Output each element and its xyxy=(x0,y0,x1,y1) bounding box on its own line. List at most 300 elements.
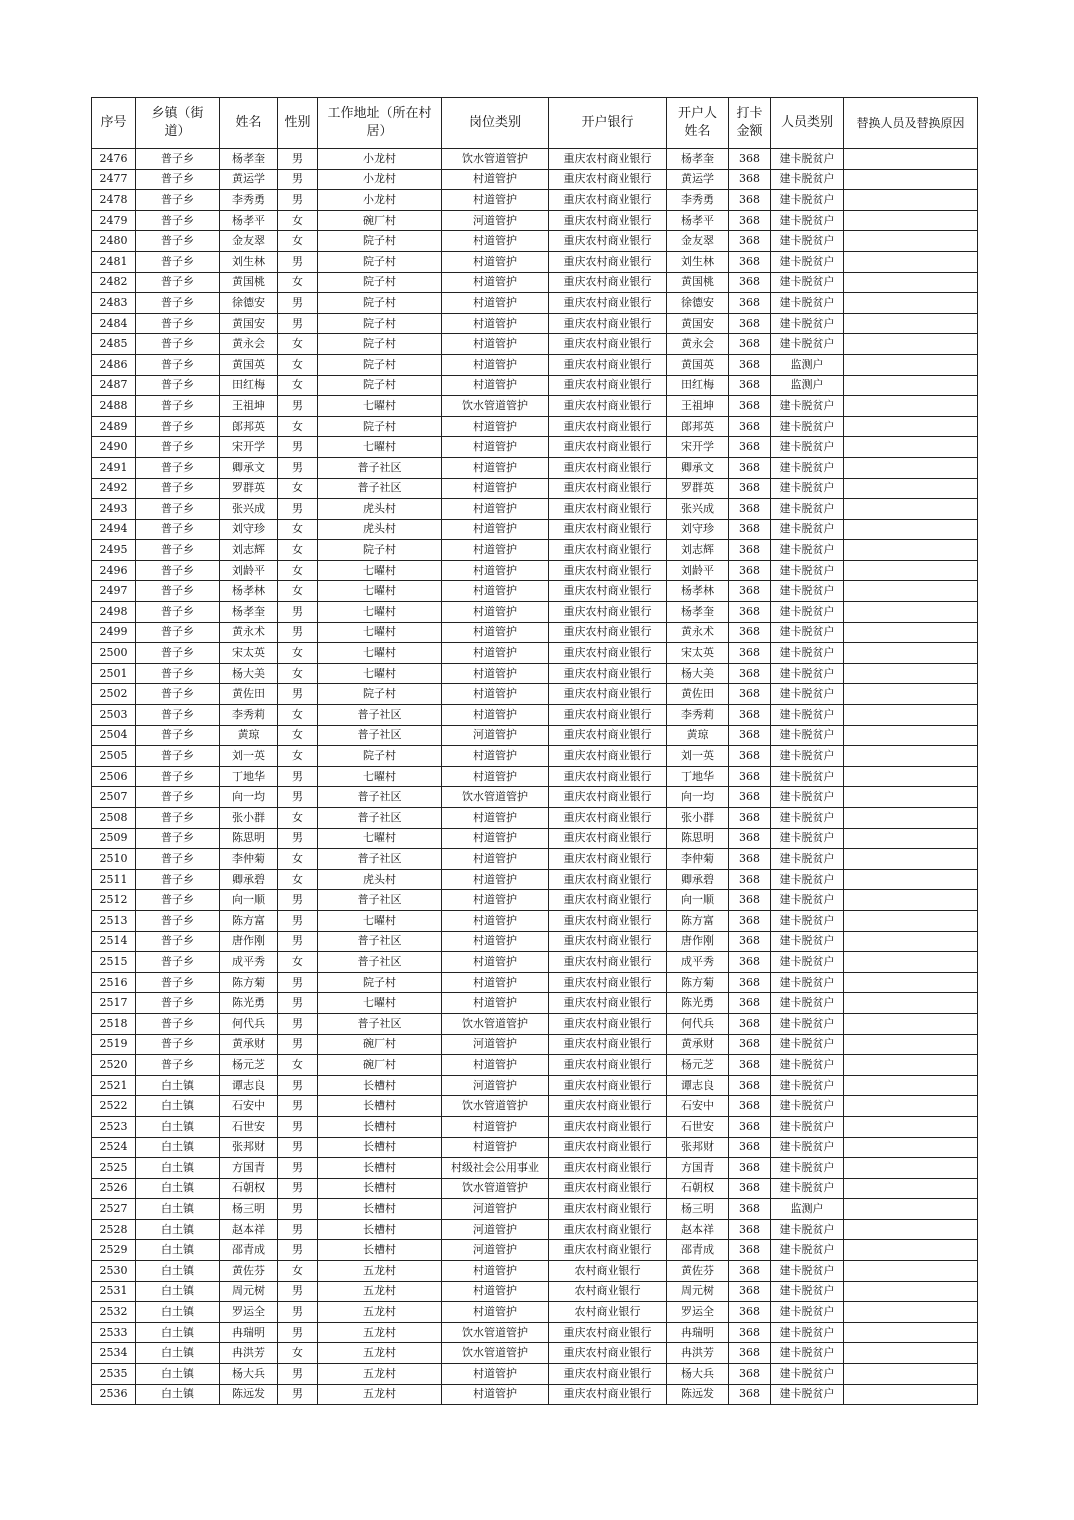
cell-post-type: 饮水管道管护 xyxy=(442,396,549,417)
cell-township: 普子乡 xyxy=(136,1055,220,1076)
cell-account-holder: 张邦财 xyxy=(667,1137,729,1158)
cell-seq: 2494 xyxy=(92,519,136,540)
cell-name: 杨大美 xyxy=(220,663,278,684)
table-row xyxy=(92,787,978,808)
cell-post-type: 村道管护 xyxy=(442,457,549,478)
cell-name: 石世安 xyxy=(220,1116,278,1137)
cell-post-type: 村道管护 xyxy=(442,972,549,993)
cell-person-category: 建卡脱贫户 xyxy=(771,1034,844,1055)
cell-person-category: 建卡脱贫户 xyxy=(771,622,844,643)
cell-gender: 男 xyxy=(278,890,318,911)
cell-amount: 368 xyxy=(729,746,771,767)
cell-replacement-reason xyxy=(844,890,978,911)
cell-replacement-reason xyxy=(844,1322,978,1343)
cell-gender: 男 xyxy=(278,1364,318,1385)
cell-gender: 男 xyxy=(278,293,318,314)
cell-township: 普子乡 xyxy=(136,993,220,1014)
cell-bank: 重庆农村商业银行 xyxy=(549,293,667,314)
cell-seq: 2520 xyxy=(92,1055,136,1076)
cell-post-type: 村道管护 xyxy=(442,293,549,314)
cell-account-holder: 杨孝奎 xyxy=(667,149,729,170)
cell-replacement-reason xyxy=(844,869,978,890)
cell-seq: 2532 xyxy=(92,1302,136,1323)
cell-seq: 2496 xyxy=(92,560,136,581)
cell-replacement-reason xyxy=(844,1219,978,1240)
cell-bank: 重庆农村商业银行 xyxy=(549,1343,667,1364)
cell-bank: 重庆农村商业银行 xyxy=(549,375,667,396)
cell-replacement-reason xyxy=(844,1384,978,1405)
cell-post-type: 村道管护 xyxy=(442,705,549,726)
cell-replacement-reason xyxy=(844,746,978,767)
cell-gender: 男 xyxy=(278,1075,318,1096)
cell-replacement-reason xyxy=(844,725,978,746)
cell-bank: 重庆农村商业银行 xyxy=(549,437,667,458)
cell-gender: 男 xyxy=(278,1281,318,1302)
table-row xyxy=(92,437,978,458)
cell-seq: 2480 xyxy=(92,231,136,252)
cell-amount: 368 xyxy=(729,293,771,314)
cell-work-address: 院子村 xyxy=(318,354,442,375)
cell-bank: 重庆农村商业银行 xyxy=(549,622,667,643)
table-row xyxy=(92,993,978,1014)
cell-name: 宋开学 xyxy=(220,437,278,458)
cell-person-category: 建卡脱贫户 xyxy=(771,1322,844,1343)
cell-gender: 女 xyxy=(278,210,318,231)
cell-account-holder: 周元树 xyxy=(667,1281,729,1302)
cell-account-holder: 黄国英 xyxy=(667,354,729,375)
cell-gender: 男 xyxy=(278,1219,318,1240)
cell-amount: 368 xyxy=(729,1281,771,1302)
cell-name: 刘守珍 xyxy=(220,519,278,540)
cell-account-holder: 杨大兵 xyxy=(667,1364,729,1385)
cell-name: 谭志良 xyxy=(220,1075,278,1096)
cell-post-type: 村道管护 xyxy=(442,540,549,561)
cell-work-address: 五龙村 xyxy=(318,1261,442,1282)
cell-account-holder: 黄佐芬 xyxy=(667,1261,729,1282)
cell-work-address: 院子村 xyxy=(318,251,442,272)
cell-post-type: 村道管护 xyxy=(442,910,549,931)
cell-township: 普子乡 xyxy=(136,437,220,458)
cell-gender: 女 xyxy=(278,869,318,890)
cell-account-holder: 石世安 xyxy=(667,1116,729,1137)
cell-account-holder: 杨三明 xyxy=(667,1199,729,1220)
cell-name: 石安中 xyxy=(220,1096,278,1117)
cell-person-category: 建卡脱贫户 xyxy=(771,1302,844,1323)
cell-bank: 重庆农村商业银行 xyxy=(549,828,667,849)
cell-gender: 男 xyxy=(278,1384,318,1405)
cell-bank: 重庆农村商业银行 xyxy=(549,1034,667,1055)
cell-township: 普子乡 xyxy=(136,725,220,746)
table-row xyxy=(92,149,978,170)
cell-work-address: 普子社区 xyxy=(318,890,442,911)
cell-township: 白土镇 xyxy=(136,1261,220,1282)
table-row xyxy=(92,354,978,375)
cell-gender: 男 xyxy=(278,622,318,643)
personnel-table xyxy=(91,97,978,1405)
cell-name: 徐德安 xyxy=(220,293,278,314)
cell-account-holder: 卿承碧 xyxy=(667,869,729,890)
cell-person-category: 建卡脱贫户 xyxy=(771,1055,844,1076)
cell-work-address: 长槽村 xyxy=(318,1116,442,1137)
cell-person-category: 建卡脱贫户 xyxy=(771,1343,844,1364)
cell-gender: 女 xyxy=(278,231,318,252)
cell-replacement-reason xyxy=(844,828,978,849)
cell-post-type: 村道管护 xyxy=(442,169,549,190)
cell-replacement-reason xyxy=(844,1281,978,1302)
cell-work-address: 小龙村 xyxy=(318,149,442,170)
cell-work-address: 七曜村 xyxy=(318,437,442,458)
cell-gender: 女 xyxy=(278,540,318,561)
cell-bank: 重庆农村商业银行 xyxy=(549,1178,667,1199)
cell-name: 李仲菊 xyxy=(220,849,278,870)
table-row xyxy=(92,560,978,581)
cell-post-type: 村道管护 xyxy=(442,931,549,952)
cell-seq: 2511 xyxy=(92,869,136,890)
cell-township: 普子乡 xyxy=(136,808,220,829)
table-row xyxy=(92,663,978,684)
cell-work-address: 普子社区 xyxy=(318,1013,442,1034)
cell-bank: 重庆农村商业银行 xyxy=(549,210,667,231)
cell-work-address: 普子社区 xyxy=(318,787,442,808)
cell-seq: 2528 xyxy=(92,1219,136,1240)
cell-amount: 368 xyxy=(729,828,771,849)
cell-post-type: 河道管护 xyxy=(442,725,549,746)
cell-bank: 重庆农村商业银行 xyxy=(549,808,667,829)
cell-account-holder: 石朝权 xyxy=(667,1178,729,1199)
cell-township: 普子乡 xyxy=(136,972,220,993)
cell-amount: 368 xyxy=(729,169,771,190)
cell-name: 黄国桃 xyxy=(220,272,278,293)
header-township: 乡镇（街道） xyxy=(136,98,220,149)
cell-name: 刘生林 xyxy=(220,251,278,272)
cell-work-address: 七曜村 xyxy=(318,622,442,643)
cell-account-holder: 黄琼 xyxy=(667,725,729,746)
cell-name: 黄琼 xyxy=(220,725,278,746)
cell-gender: 男 xyxy=(278,1199,318,1220)
cell-seq: 2522 xyxy=(92,1096,136,1117)
cell-seq: 2499 xyxy=(92,622,136,643)
cell-person-category: 建卡脱贫户 xyxy=(771,705,844,726)
cell-replacement-reason xyxy=(844,396,978,417)
cell-person-category: 建卡脱贫户 xyxy=(771,1116,844,1137)
cell-name: 向一均 xyxy=(220,787,278,808)
cell-person-category: 建卡脱贫户 xyxy=(771,828,844,849)
cell-work-address: 五龙村 xyxy=(318,1343,442,1364)
header-seq: 序号 xyxy=(92,98,136,149)
table-row xyxy=(92,622,978,643)
cell-gender: 男 xyxy=(278,149,318,170)
cell-person-category: 建卡脱贫户 xyxy=(771,787,844,808)
cell-replacement-reason xyxy=(844,210,978,231)
cell-gender: 女 xyxy=(278,1261,318,1282)
cell-township: 普子乡 xyxy=(136,952,220,973)
cell-person-category: 建卡脱贫户 xyxy=(771,746,844,767)
cell-account-holder: 何代兵 xyxy=(667,1013,729,1034)
header-name: 姓名 xyxy=(220,98,278,149)
cell-name: 冉瑞明 xyxy=(220,1322,278,1343)
cell-work-address: 小龙村 xyxy=(318,169,442,190)
cell-work-address: 院子村 xyxy=(318,272,442,293)
cell-bank: 重庆农村商业银行 xyxy=(549,766,667,787)
cell-replacement-reason xyxy=(844,560,978,581)
table-row xyxy=(92,1034,978,1055)
cell-name: 邵青成 xyxy=(220,1240,278,1261)
cell-township: 普子乡 xyxy=(136,684,220,705)
table-row xyxy=(92,190,978,211)
cell-name: 周元树 xyxy=(220,1281,278,1302)
cell-post-type: 村道管护 xyxy=(442,1116,549,1137)
cell-township: 白土镇 xyxy=(136,1384,220,1405)
cell-seq: 2481 xyxy=(92,251,136,272)
table-row xyxy=(92,581,978,602)
cell-account-holder: 黄永会 xyxy=(667,334,729,355)
cell-account-holder: 黄国安 xyxy=(667,313,729,334)
cell-name: 王祖坤 xyxy=(220,396,278,417)
cell-person-category: 建卡脱贫户 xyxy=(771,1364,844,1385)
cell-account-holder: 方国青 xyxy=(667,1158,729,1179)
cell-account-holder: 刘守珍 xyxy=(667,519,729,540)
cell-post-type: 河道管护 xyxy=(442,1240,549,1261)
cell-name: 黄国安 xyxy=(220,313,278,334)
cell-work-address: 五龙村 xyxy=(318,1281,442,1302)
cell-account-holder: 张小群 xyxy=(667,808,729,829)
cell-name: 杨孝林 xyxy=(220,581,278,602)
cell-person-category: 建卡脱贫户 xyxy=(771,869,844,890)
cell-amount: 368 xyxy=(729,993,771,1014)
cell-bank: 重庆农村商业银行 xyxy=(549,1116,667,1137)
cell-seq: 2506 xyxy=(92,766,136,787)
cell-account-holder: 李秀勇 xyxy=(667,190,729,211)
cell-bank: 重庆农村商业银行 xyxy=(549,684,667,705)
cell-account-holder: 罗群英 xyxy=(667,478,729,499)
table-row xyxy=(92,375,978,396)
cell-work-address: 普子社区 xyxy=(318,478,442,499)
cell-seq: 2479 xyxy=(92,210,136,231)
cell-replacement-reason xyxy=(844,1343,978,1364)
cell-account-holder: 黄佐田 xyxy=(667,684,729,705)
cell-person-category: 建卡脱贫户 xyxy=(771,890,844,911)
cell-township: 普子乡 xyxy=(136,931,220,952)
cell-work-address: 长槽村 xyxy=(318,1199,442,1220)
cell-person-category: 建卡脱贫户 xyxy=(771,725,844,746)
header-amount: 打卡金额 xyxy=(729,98,771,149)
cell-amount: 368 xyxy=(729,519,771,540)
cell-person-category: 建卡脱贫户 xyxy=(771,910,844,931)
cell-replacement-reason xyxy=(844,354,978,375)
cell-name: 李秀勇 xyxy=(220,190,278,211)
cell-bank: 重庆农村商业银行 xyxy=(549,952,667,973)
cell-name: 杨大兵 xyxy=(220,1364,278,1385)
cell-person-category: 建卡脱贫户 xyxy=(771,808,844,829)
cell-seq: 2510 xyxy=(92,849,136,870)
cell-amount: 368 xyxy=(729,560,771,581)
cell-work-address: 五龙村 xyxy=(318,1384,442,1405)
cell-replacement-reason xyxy=(844,1137,978,1158)
cell-replacement-reason xyxy=(844,437,978,458)
table-row xyxy=(92,1261,978,1282)
cell-seq: 2490 xyxy=(92,437,136,458)
cell-amount: 368 xyxy=(729,313,771,334)
cell-township: 普子乡 xyxy=(136,231,220,252)
cell-bank: 重庆农村商业银行 xyxy=(549,149,667,170)
cell-replacement-reason xyxy=(844,972,978,993)
cell-seq: 2487 xyxy=(92,375,136,396)
table-row xyxy=(92,643,978,664)
cell-township: 白土镇 xyxy=(136,1116,220,1137)
cell-account-holder: 黄承财 xyxy=(667,1034,729,1055)
cell-name: 卿承文 xyxy=(220,457,278,478)
cell-seq: 2512 xyxy=(92,890,136,911)
cell-account-holder: 李仲菊 xyxy=(667,849,729,870)
cell-name: 卿承碧 xyxy=(220,869,278,890)
cell-person-category: 建卡脱贫户 xyxy=(771,293,844,314)
cell-amount: 368 xyxy=(729,602,771,623)
table-row xyxy=(92,952,978,973)
cell-amount: 368 xyxy=(729,1178,771,1199)
cell-post-type: 饮水管道管护 xyxy=(442,1178,549,1199)
cell-bank: 重庆农村商业银行 xyxy=(549,457,667,478)
cell-township: 白土镇 xyxy=(136,1302,220,1323)
cell-township: 普子乡 xyxy=(136,910,220,931)
cell-amount: 368 xyxy=(729,251,771,272)
cell-bank: 重庆农村商业银行 xyxy=(549,1240,667,1261)
cell-account-holder: 成平秀 xyxy=(667,952,729,973)
cell-post-type: 村道管护 xyxy=(442,519,549,540)
cell-post-type: 村道管护 xyxy=(442,416,549,437)
cell-work-address: 七曜村 xyxy=(318,643,442,664)
cell-township: 白土镇 xyxy=(136,1281,220,1302)
cell-work-address: 院子村 xyxy=(318,231,442,252)
cell-account-holder: 向一均 xyxy=(667,787,729,808)
cell-person-category: 建卡脱贫户 xyxy=(771,437,844,458)
cell-gender: 女 xyxy=(278,560,318,581)
cell-post-type: 饮水管道管护 xyxy=(442,1343,549,1364)
table-row xyxy=(92,602,978,623)
table-row xyxy=(92,766,978,787)
cell-amount: 368 xyxy=(729,725,771,746)
cell-gender: 男 xyxy=(278,828,318,849)
table-row xyxy=(92,890,978,911)
cell-gender: 男 xyxy=(278,396,318,417)
cell-amount: 368 xyxy=(729,849,771,870)
cell-replacement-reason xyxy=(844,293,978,314)
table-row xyxy=(92,1384,978,1405)
cell-person-category: 建卡脱贫户 xyxy=(771,540,844,561)
cell-replacement-reason xyxy=(844,1034,978,1055)
cell-gender: 男 xyxy=(278,190,318,211)
cell-account-holder: 杨孝奎 xyxy=(667,602,729,623)
cell-gender: 男 xyxy=(278,437,318,458)
cell-name: 张小群 xyxy=(220,808,278,829)
cell-person-category: 建卡脱贫户 xyxy=(771,169,844,190)
cell-bank: 重庆农村商业银行 xyxy=(549,169,667,190)
cell-work-address: 七曜村 xyxy=(318,396,442,417)
cell-gender: 女 xyxy=(278,705,318,726)
cell-township: 普子乡 xyxy=(136,416,220,437)
cell-amount: 368 xyxy=(729,952,771,973)
table-body xyxy=(92,149,978,1405)
cell-gender: 男 xyxy=(278,931,318,952)
cell-gender: 男 xyxy=(278,766,318,787)
header-bank: 开户银行 xyxy=(549,98,667,149)
cell-gender: 男 xyxy=(278,251,318,272)
cell-replacement-reason xyxy=(844,1261,978,1282)
cell-post-type: 村道管护 xyxy=(442,354,549,375)
cell-gender: 男 xyxy=(278,910,318,931)
cell-post-type: 村级社会公用事业 xyxy=(442,1158,549,1179)
cell-seq: 2505 xyxy=(92,746,136,767)
header-post-type: 岗位类别 xyxy=(442,98,549,149)
header-row xyxy=(92,98,978,149)
cell-amount: 368 xyxy=(729,478,771,499)
cell-person-category: 建卡脱贫户 xyxy=(771,993,844,1014)
cell-replacement-reason xyxy=(844,478,978,499)
cell-person-category: 建卡脱贫户 xyxy=(771,272,844,293)
cell-post-type: 村道管护 xyxy=(442,808,549,829)
table-row xyxy=(92,1343,978,1364)
cell-name: 陈光勇 xyxy=(220,993,278,1014)
cell-person-category: 建卡脱贫户 xyxy=(771,643,844,664)
cell-person-category: 监测户 xyxy=(771,1199,844,1220)
cell-person-category: 建卡脱贫户 xyxy=(771,1158,844,1179)
cell-township: 白土镇 xyxy=(136,1322,220,1343)
cell-seq: 2485 xyxy=(92,334,136,355)
table-row xyxy=(92,1116,978,1137)
cell-work-address: 院子村 xyxy=(318,334,442,355)
cell-name: 黄永会 xyxy=(220,334,278,355)
header-person-category: 人员类别 xyxy=(771,98,844,149)
cell-gender: 女 xyxy=(278,478,318,499)
cell-work-address: 七曜村 xyxy=(318,828,442,849)
cell-post-type: 河道管护 xyxy=(442,210,549,231)
cell-post-type: 村道管护 xyxy=(442,1137,549,1158)
cell-bank: 重庆农村商业银行 xyxy=(549,643,667,664)
cell-replacement-reason xyxy=(844,931,978,952)
cell-township: 普子乡 xyxy=(136,293,220,314)
cell-work-address: 长槽村 xyxy=(318,1178,442,1199)
cell-name: 罗运全 xyxy=(220,1302,278,1323)
cell-work-address: 长槽村 xyxy=(318,1158,442,1179)
cell-account-holder: 郎邦英 xyxy=(667,416,729,437)
cell-account-holder: 陈远发 xyxy=(667,1384,729,1405)
cell-name: 黄永术 xyxy=(220,622,278,643)
cell-seq: 2530 xyxy=(92,1261,136,1282)
cell-account-holder: 向一顺 xyxy=(667,890,729,911)
cell-name: 杨孝平 xyxy=(220,210,278,231)
cell-township: 普子乡 xyxy=(136,1034,220,1055)
cell-amount: 368 xyxy=(729,1302,771,1323)
cell-work-address: 院子村 xyxy=(318,313,442,334)
cell-amount: 368 xyxy=(729,1013,771,1034)
cell-work-address: 长槽村 xyxy=(318,1219,442,1240)
cell-amount: 368 xyxy=(729,766,771,787)
cell-post-type: 村道管护 xyxy=(442,313,549,334)
cell-gender: 男 xyxy=(278,457,318,478)
cell-seq: 2486 xyxy=(92,354,136,375)
cell-bank: 重庆农村商业银行 xyxy=(549,190,667,211)
cell-replacement-reason xyxy=(844,272,978,293)
table-row xyxy=(92,231,978,252)
cell-gender: 男 xyxy=(278,1240,318,1261)
cell-replacement-reason xyxy=(844,643,978,664)
cell-name: 陈方富 xyxy=(220,910,278,931)
cell-bank: 重庆农村商业银行 xyxy=(549,993,667,1014)
cell-replacement-reason xyxy=(844,313,978,334)
table-row xyxy=(92,457,978,478)
cell-name: 郎邦英 xyxy=(220,416,278,437)
cell-replacement-reason xyxy=(844,1178,978,1199)
table-row xyxy=(92,540,978,561)
